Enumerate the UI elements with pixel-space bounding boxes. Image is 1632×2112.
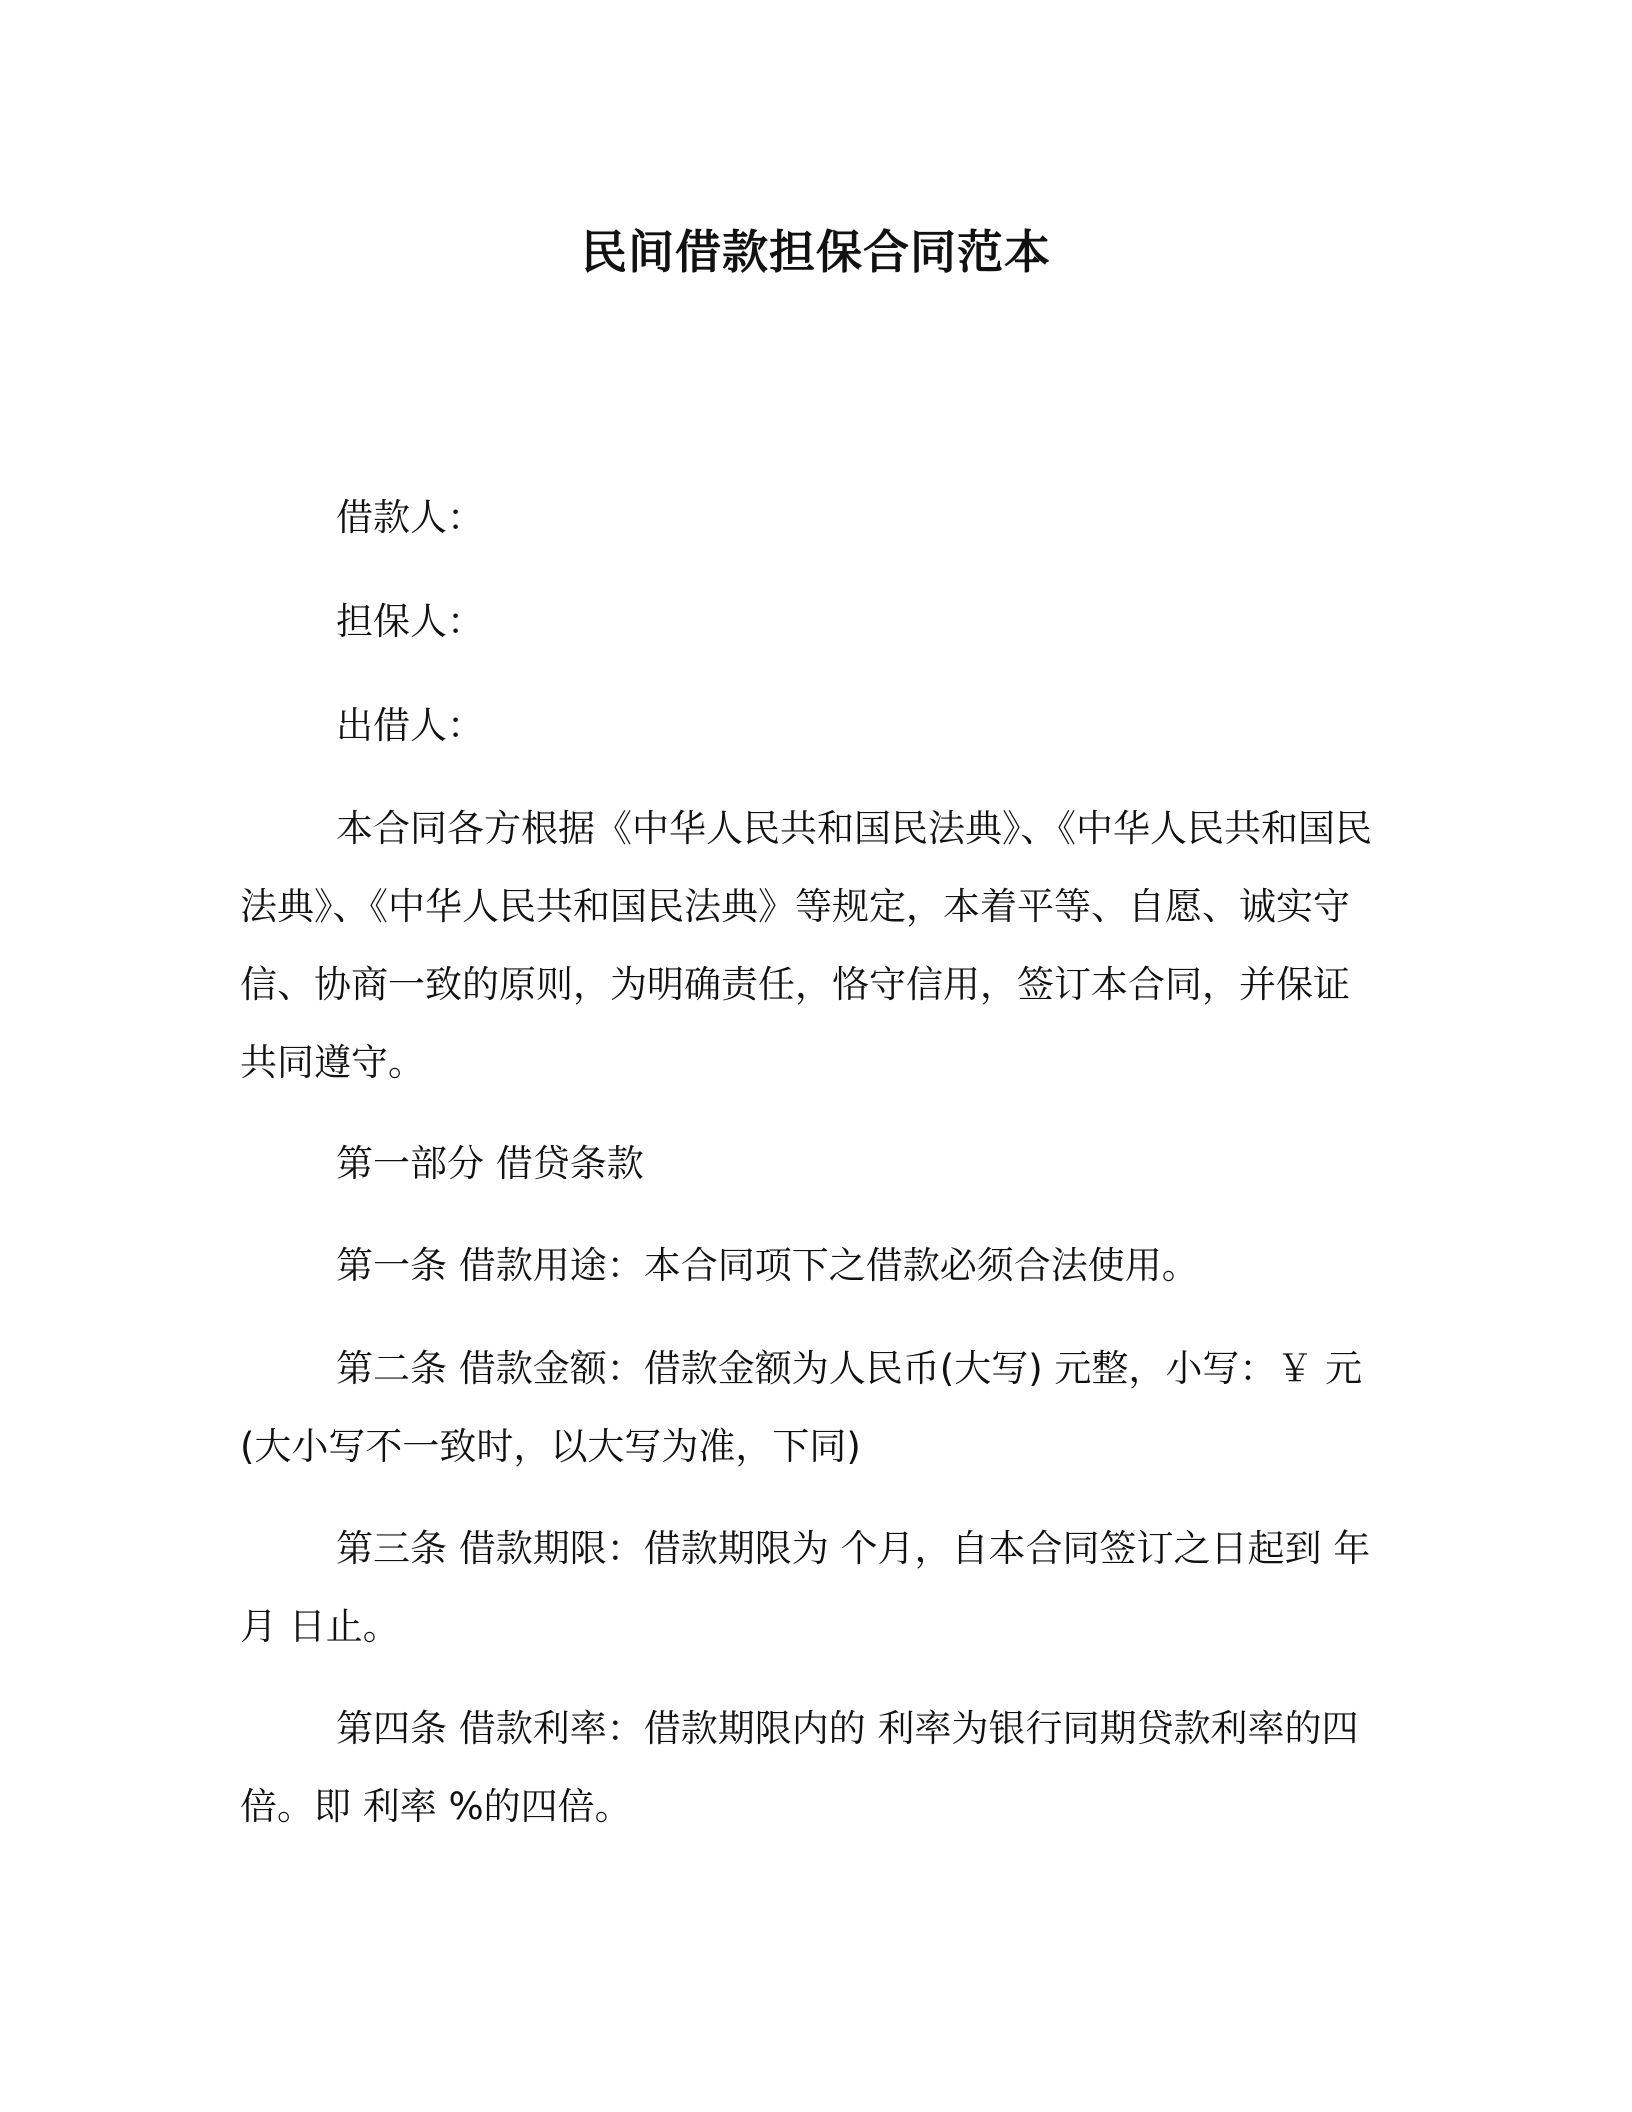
article-2: 第二条 借款金额：借款金额为人民币(大写) 元整，小写：￥ 元(大小写不一致时，以大写为准，下同) [240,1347,1363,1468]
article-3: 第三条 借款期限：借款期限为 个月，自本合同签订之日起到 年月 日止。 [240,1527,1371,1648]
article-1: 第一条 借款用途：本合同项下之借款必须合法使用。 [336,1244,1199,1287]
intro-paragraph: 本合同各方根据《中华人民共和国民法典》、《中华人民共和国民法典》、《中华人民共和国民法典》等规定，本着平等、自愿、诚实守信、协商一致的原则，为明确责任，恪守信用，签订本合同，并保证共同遵守。 [240,807,1372,1084]
document-title: 民间借款担保合同范本 [581,225,1051,279]
borrower-label: 借款人： [336,496,484,539]
article-4: 第四条 借款利率：借款期限内的 利率为银行同期贷款利率的四倍。即 利率 %的四倍。 [240,1707,1359,1828]
part-one-heading: 第一部分 借贷条款 [336,1142,644,1185]
guarantor-label: 担保人： [336,600,484,643]
lender-label: 出借人： [336,704,484,747]
